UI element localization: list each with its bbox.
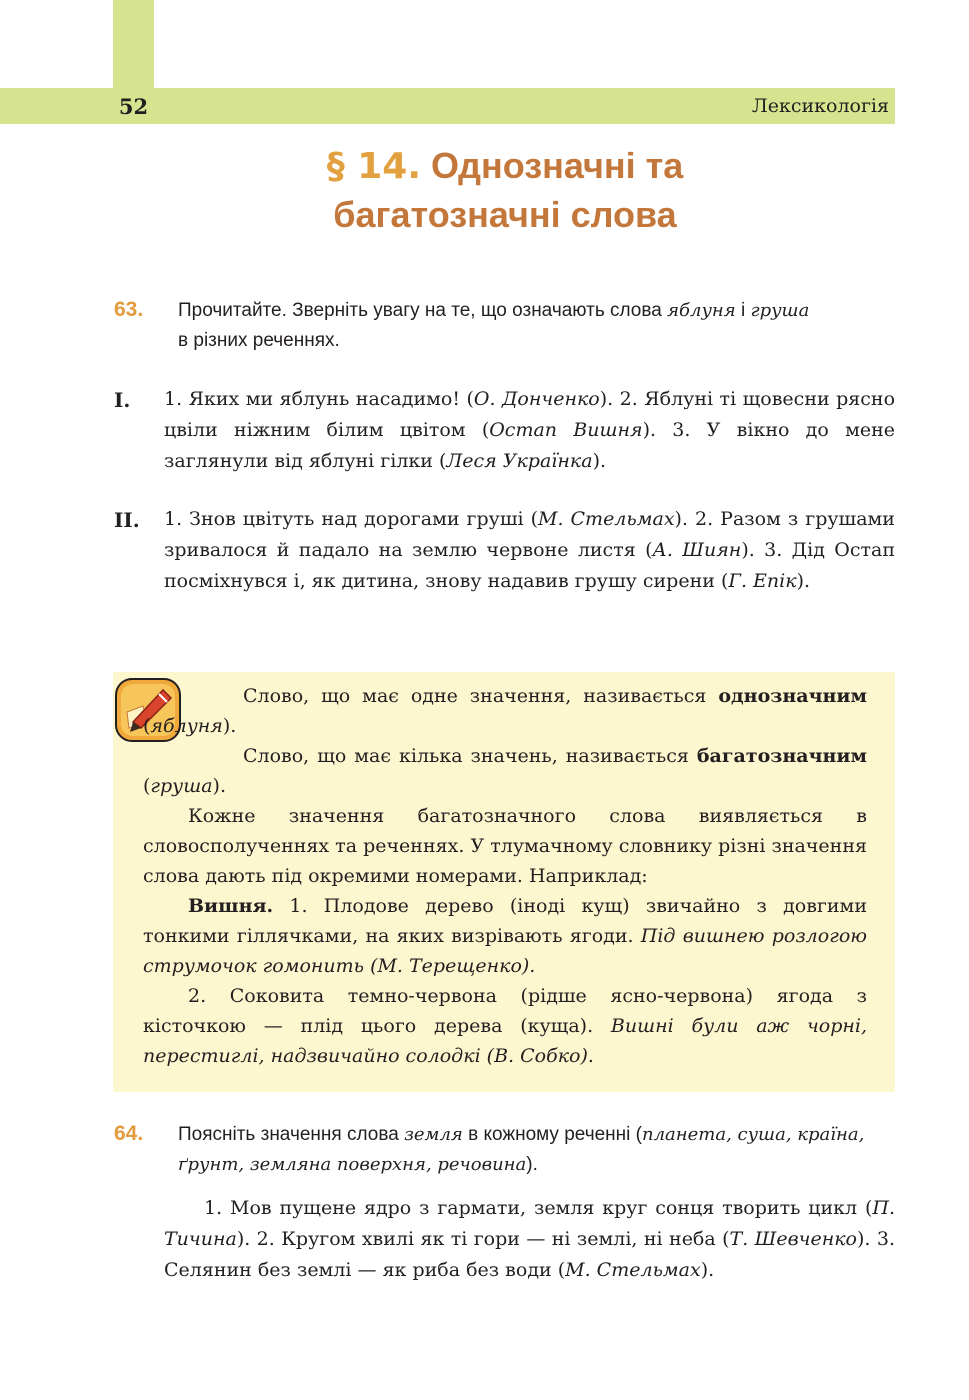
task-word-2: груша (750, 300, 810, 321)
rule-sentence: ). (212, 775, 226, 797)
exercise-number-64: 64. (114, 1122, 144, 1145)
term-multiple-meaning: багатозначним (696, 745, 867, 767)
sentence-text: ). 3. Селянин без землі — як риба без води ( (164, 1228, 895, 1281)
rule-sentence: Слово, що має кілька значень, називається (243, 745, 697, 767)
group-label-1: I. (114, 388, 131, 412)
title-line-2: багатозначні слова (333, 194, 677, 235)
term-example: груша (150, 775, 213, 797)
rule-sentence: ). (222, 715, 237, 737)
sentence-text: 1. Яких ми яблунь насадимо! ( (164, 388, 474, 410)
task-word-1: яблуня (667, 300, 736, 321)
exercise-64-sentences (164, 1193, 895, 1286)
author: Остап Вишня (489, 419, 643, 441)
exercise-64-task (178, 1120, 895, 1180)
term-example: яблуня (150, 715, 223, 737)
sentence-text: 1. Знов цвітуть над дорогами груші ( (164, 508, 538, 530)
rule-sentence: ( (143, 715, 151, 737)
sentence-text: ). 2. Разом з грушами зривалося й падало на землю червоне листя ( (164, 508, 895, 561)
rule-sentence: ( (143, 775, 151, 797)
task-text: в різних реченнях. (178, 330, 340, 351)
dictionary-example: Вишні були аж чорні, перестиглі, надзвичайно солодкі (В. Собко). (143, 1015, 867, 1067)
dictionary-definition: 2. Соковита темно-червона (рідше ясно-червона) ягода з кісточкою — плід цього дерева (куща). (143, 985, 867, 1037)
author: О. Донченко (473, 388, 600, 410)
task-options: планета, суша, країна, ґрунт, земляна поверхня, речовина (178, 1124, 865, 1175)
sentence-text: ). (592, 450, 607, 472)
rule-paragraph: Кожне значення багатозначного слова виявляється в словосполученнях та реченнях. У тлумачному словнику різні значення слова дають під окремими номерами. Наприклад: (143, 805, 867, 887)
sentence-group-1 (164, 384, 895, 477)
dictionary-definition: 1. Плодове дерево (іноді кущ) звичайно з довгими тонкими гіллячками, на яких визрівають ягоди. (143, 895, 867, 947)
sentence-text: ). (796, 570, 811, 592)
exercise-63-task (178, 296, 895, 356)
sentence-text: 1. Мов пущене ядро з гармати, земля круг сонця творить цикл ( (204, 1197, 873, 1219)
task-text: ). (526, 1154, 538, 1175)
task-text: Поясніть значення слова (178, 1124, 405, 1145)
sentence-text: ). 3. Дід Остап посміхнувся і, як дитина, знову надавив грушу сирени ( (164, 539, 895, 592)
task-text: Прочитайте. Зверніть увагу на те, що означають слова (178, 300, 668, 321)
sentence-group-2 (164, 504, 895, 597)
rule-text (143, 681, 867, 1071)
author: М. Стельмах (565, 1259, 701, 1281)
rule-sentence: Слово, що має одне значення, називається (243, 685, 719, 707)
author: Г. Епік (728, 570, 797, 592)
header-tab (113, 0, 154, 88)
sentence-text: ). (700, 1259, 715, 1281)
sentence-text: ). 2. Кругом хвилі як ті гори — ні землі, ні неба ( (236, 1228, 730, 1250)
exercise-number-63: 63. (114, 298, 144, 321)
sentence-text: ). 3. У вікно до мене заглянули від яблуні гілки ( (164, 419, 895, 472)
author: Леся Українка (446, 450, 593, 472)
author: М. Стельмах (538, 508, 675, 530)
task-text: в кожному реченні ( (462, 1124, 642, 1145)
dictionary-headword: Вишня. (188, 895, 274, 917)
sentence-text: ). 2. Яблуні ті щовесни рясно цвіли ніжним білим цвітом ( (164, 388, 896, 441)
paragraph-number: § 14. (326, 146, 421, 187)
term-single-meaning: однозначним (718, 685, 867, 707)
task-word: земля (404, 1124, 463, 1145)
author: Т. Шевченко (729, 1228, 857, 1250)
page-number: 52 (118, 93, 149, 119)
author: П. Тичина (164, 1197, 895, 1250)
author: А. Шиян (652, 539, 742, 561)
title-line-1: Однозначні та (431, 145, 684, 186)
group-label-2: II. (114, 508, 140, 532)
section-label: Лексикологія (751, 95, 889, 117)
dictionary-example: Під вишнею розлогою струмочок гомонить (М. Терещенко). (143, 925, 867, 977)
task-text: і (735, 300, 751, 321)
page-title (0, 142, 969, 239)
